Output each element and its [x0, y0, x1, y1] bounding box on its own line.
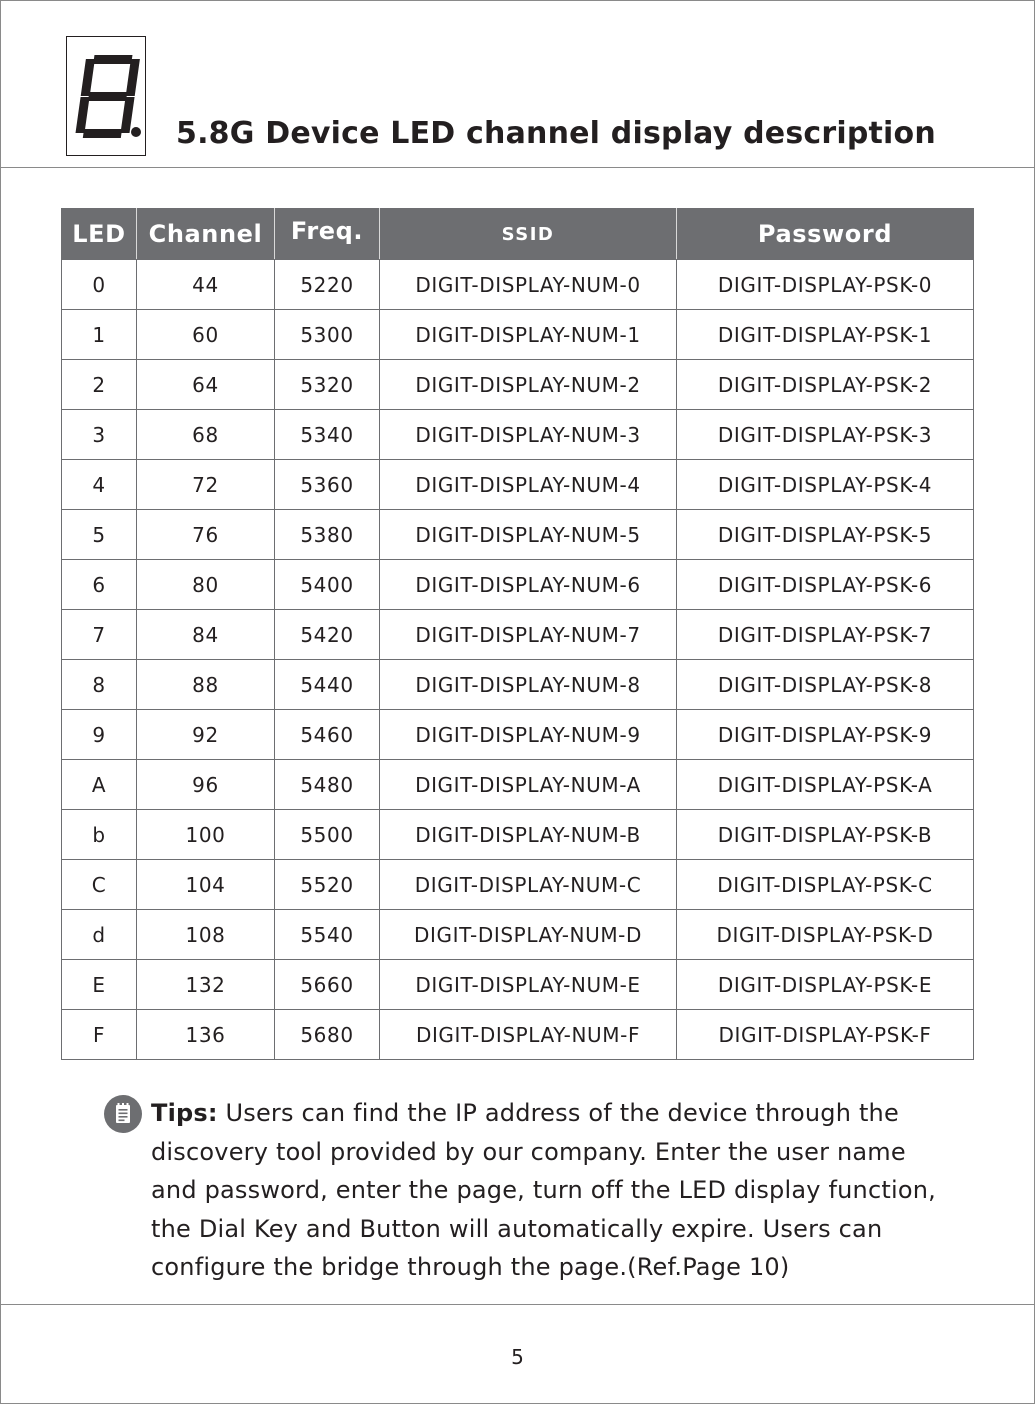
- header-divider: [1, 167, 1034, 168]
- channel-cell: 44: [137, 260, 275, 310]
- led-cell: C: [62, 860, 137, 910]
- led-cell: 9: [62, 710, 137, 760]
- channel-cell: 76: [137, 510, 275, 560]
- ssid-cell: DIGIT-DISPLAY-NUM-9: [380, 710, 677, 760]
- freq-cell: 5520: [275, 860, 380, 910]
- password-cell: DIGIT-DISPLAY-PSK-7: [677, 610, 974, 660]
- channel-cell: 84: [137, 610, 275, 660]
- ssid-cell: DIGIT-DISPLAY-NUM-4: [380, 460, 677, 510]
- channel-cell: 96: [137, 760, 275, 810]
- password-cell: DIGIT-DISPLAY-PSK-9: [677, 710, 974, 760]
- ssid-cell: DIGIT-DISPLAY-NUM-E: [380, 960, 677, 1010]
- freq-cell: 5480: [275, 760, 380, 810]
- freq-cell: 5420: [275, 610, 380, 660]
- ssid-cell: DIGIT-DISPLAY-NUM-2: [380, 360, 677, 410]
- table-row: [62, 710, 974, 760]
- channel-cell: 80: [137, 560, 275, 610]
- led-cell: 2: [62, 360, 137, 410]
- column-header-led: LED: [62, 209, 137, 260]
- channel-cell: 108: [137, 910, 275, 960]
- table-row: [62, 810, 974, 860]
- led-cell: 4: [62, 460, 137, 510]
- ssid-cell: DIGIT-DISPLAY-NUM-F: [380, 1010, 677, 1060]
- password-cell: DIGIT-DISPLAY-PSK-2: [677, 360, 974, 410]
- channel-cell: 92: [137, 710, 275, 760]
- notepad-icon: [104, 1095, 142, 1133]
- channel-cell: 64: [137, 360, 275, 410]
- column-header-password: Password: [677, 209, 974, 260]
- password-cell: DIGIT-DISPLAY-PSK-5: [677, 510, 974, 560]
- led-cell: d: [62, 910, 137, 960]
- table-row: [62, 460, 974, 510]
- channel-cell: 104: [137, 860, 275, 910]
- table-header-row: [62, 209, 974, 260]
- table-row: [62, 360, 974, 410]
- freq-cell: 5400: [275, 560, 380, 610]
- ssid-cell: DIGIT-DISPLAY-NUM-6: [380, 560, 677, 610]
- tips-line: the Dial Key and Button will automatically expire. Users can: [151, 1214, 883, 1243]
- freq-cell: 5680: [275, 1010, 380, 1060]
- ssid-cell: DIGIT-DISPLAY-NUM-8: [380, 660, 677, 710]
- ssid-cell: DIGIT-DISPLAY-NUM-A: [380, 760, 677, 810]
- seven-segment-digit-icon: [67, 37, 147, 157]
- table-row: [62, 560, 974, 610]
- channel-cell: 132: [137, 960, 275, 1010]
- freq-cell: 5380: [275, 510, 380, 560]
- table-row: [62, 760, 974, 810]
- tips-line: and password, enter the page, turn off the LED display function,: [151, 1176, 936, 1204]
- password-cell: DIGIT-DISPLAY-PSK-6: [677, 560, 974, 610]
- ssid-cell: DIGIT-DISPLAY-NUM-D: [380, 910, 677, 960]
- ssid-cell: DIGIT-DISPLAY-NUM-C: [380, 860, 677, 910]
- tips-line: configure the bridge through the page.(Ref.Page 10): [151, 1253, 790, 1281]
- channel-cell: 136: [137, 1010, 275, 1060]
- channel-table: [61, 208, 974, 1060]
- password-cell: DIGIT-DISPLAY-PSK-C: [677, 860, 974, 910]
- freq-cell: 5360: [275, 460, 380, 510]
- led-cell: 7: [62, 610, 137, 660]
- led-cell: F: [62, 1010, 137, 1060]
- password-cell: DIGIT-DISPLAY-PSK-0: [677, 260, 974, 310]
- footer-divider: [1, 1304, 1034, 1305]
- password-cell: DIGIT-DISPLAY-PSK-A: [677, 760, 974, 810]
- table-row: [62, 960, 974, 1010]
- page-title: 5.8G Device LED channel display description: [176, 116, 936, 151]
- password-cell: DIGIT-DISPLAY-PSK-4: [677, 460, 974, 510]
- led-cell: 6: [62, 560, 137, 610]
- password-cell: DIGIT-DISPLAY-PSK-8: [677, 660, 974, 710]
- led-cell: E: [62, 960, 137, 1010]
- freq-cell: 5660: [275, 960, 380, 1010]
- seven-segment-logo: [66, 36, 146, 156]
- password-cell: DIGIT-DISPLAY-PSK-D: [677, 910, 974, 960]
- ssid-cell: DIGIT-DISPLAY-NUM-3: [380, 410, 677, 460]
- table-row: [62, 260, 974, 310]
- column-header-ssid: SSID: [380, 209, 677, 260]
- ssid-cell: DIGIT-DISPLAY-NUM-7: [380, 610, 677, 660]
- tips-label: Tips:: [151, 1099, 218, 1127]
- led-cell: 1: [62, 310, 137, 360]
- tips-line: [151, 1094, 971, 1133]
- table-row: [62, 860, 974, 910]
- channel-cell: 88: [137, 660, 275, 710]
- table-row: [62, 610, 974, 660]
- led-cell: 3: [62, 410, 137, 460]
- freq-cell: 5440: [275, 660, 380, 710]
- channel-cell: 60: [137, 310, 275, 360]
- led-cell: A: [62, 760, 137, 810]
- table-row: [62, 660, 974, 710]
- ssid-cell: DIGIT-DISPLAY-NUM-0: [380, 260, 677, 310]
- column-header-channel: Channel: [137, 209, 275, 260]
- password-cell: DIGIT-DISPLAY-PSK-B: [677, 810, 974, 860]
- tips-text: Users can find the IP address of the device through the: [217, 1099, 899, 1127]
- table-row: [62, 1010, 974, 1060]
- freq-cell: 5500: [275, 810, 380, 860]
- ssid-cell: DIGIT-DISPLAY-NUM-B: [380, 810, 677, 860]
- password-cell: DIGIT-DISPLAY-PSK-E: [677, 960, 974, 1010]
- column-header-freq: Freq.: [275, 209, 380, 260]
- table-body: [62, 260, 974, 1060]
- table-row: [62, 410, 974, 460]
- table-row: [62, 310, 974, 360]
- freq-cell: 5320: [275, 360, 380, 410]
- ssid-cell: DIGIT-DISPLAY-NUM-1: [380, 310, 677, 360]
- ssid-cell: DIGIT-DISPLAY-NUM-5: [380, 510, 677, 560]
- led-cell: 8: [62, 660, 137, 710]
- table-row: [62, 510, 974, 560]
- password-cell: DIGIT-DISPLAY-PSK-F: [677, 1010, 974, 1060]
- password-cell: DIGIT-DISPLAY-PSK-3: [677, 410, 974, 460]
- channel-cell: 100: [137, 810, 275, 860]
- channel-cell: 68: [137, 410, 275, 460]
- password-cell: DIGIT-DISPLAY-PSK-1: [677, 310, 974, 360]
- table-row: [62, 910, 974, 960]
- led-cell: 0: [62, 260, 137, 310]
- led-cell: b: [62, 810, 137, 860]
- freq-cell: 5220: [275, 260, 380, 310]
- led-cell: 5: [62, 510, 137, 560]
- page-number: 5: [511, 1345, 524, 1369]
- freq-cell: 5460: [275, 710, 380, 760]
- tips-paragraph: [151, 1094, 971, 1287]
- channel-cell: 72: [137, 460, 275, 510]
- tips-line: discovery tool provided by our company. Enter the user name: [151, 1137, 906, 1166]
- freq-cell: 5540: [275, 910, 380, 960]
- freq-cell: 5340: [275, 410, 380, 460]
- freq-cell: 5300: [275, 310, 380, 360]
